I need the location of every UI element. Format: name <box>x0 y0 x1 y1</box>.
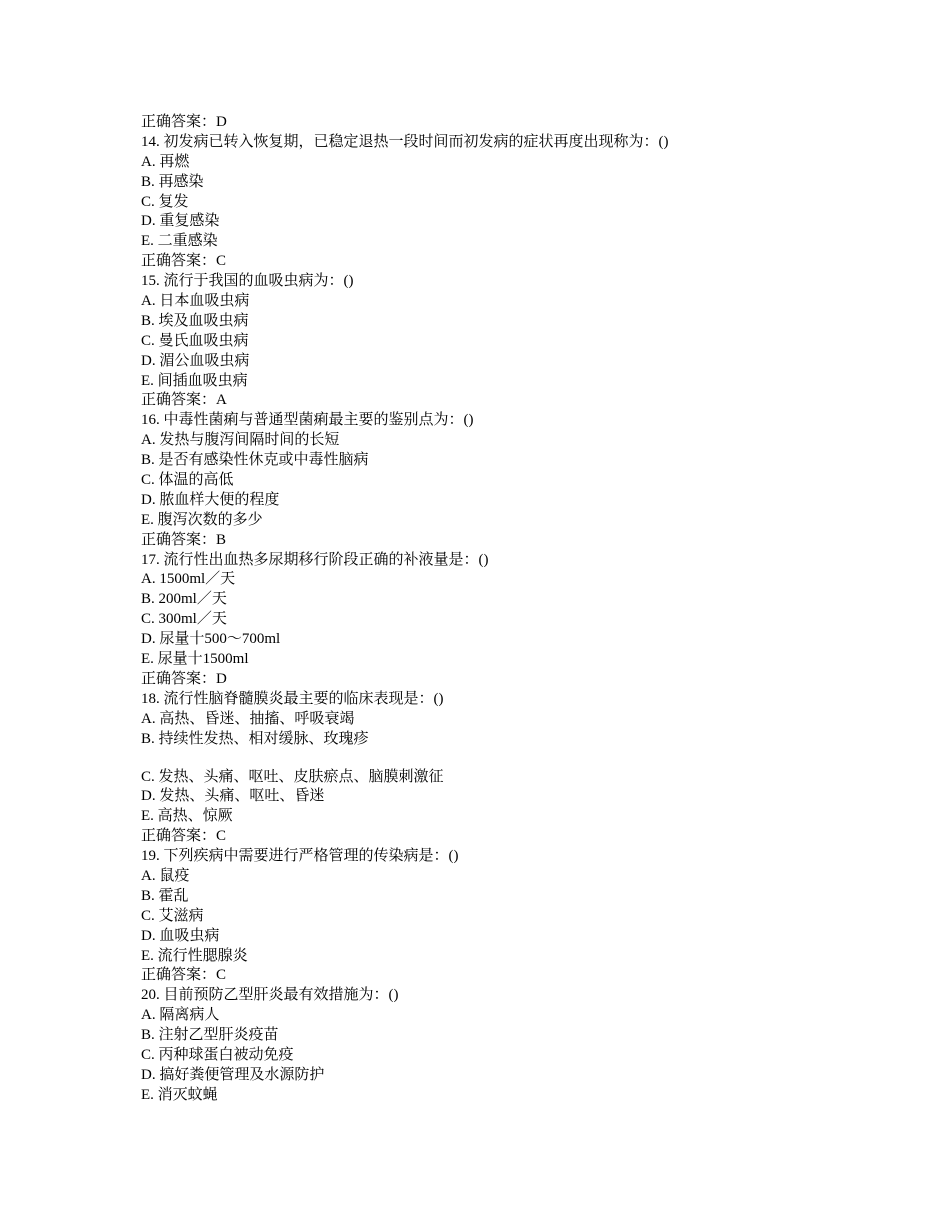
option-line: E. 高热、惊厥 <box>141 808 233 825</box>
option-line: E. 腹泻次数的多少 <box>141 511 263 528</box>
option-line: C. 艾滋病 <box>141 907 204 924</box>
question-line: 20. 目前预防乙型肝炎最有效措施为：() <box>141 987 399 1004</box>
blank-gap <box>141 750 861 768</box>
option-line: C. 体温的高低 <box>141 472 234 489</box>
option-line: B. 埃及血吸虫病 <box>141 312 249 329</box>
option-line: A. 高热、昏迷、抽搐、呼吸衰竭 <box>141 710 355 727</box>
option-line: A. 鼠疫 <box>141 867 190 884</box>
answer-line: 正确答案：B <box>141 531 227 548</box>
option-line: B. 200ml／天 <box>141 591 227 608</box>
option-line: C. 曼氏血吸虫病 <box>141 332 249 349</box>
answer-line: 正确答案：C <box>141 967 227 984</box>
option-line: D. 发热、头痛、呕吐、昏迷 <box>141 788 325 805</box>
option-line: E. 尿量十1500ml <box>141 651 249 668</box>
option-line: E. 流行性腮腺炎 <box>141 947 248 964</box>
option-line: D. 搞好粪便管理及水源防护 <box>141 1066 325 1083</box>
text-block-after-gap <box>141 768 861 1106</box>
option-line: A. 发热与腹泻间隔时间的长短 <box>141 432 340 449</box>
answer-line: 正确答案：D <box>141 114 227 130</box>
question-line: 16. 中毒性菌痢与普通型菌痢最主要的鉴别点为：() <box>141 412 474 429</box>
option-line: B. 霍乱 <box>141 887 189 904</box>
option-line: D. 脓血样大便的程度 <box>141 491 280 508</box>
option-line: E. 二重感染 <box>141 233 218 250</box>
document-page <box>141 113 861 1106</box>
option-line: A. 再燃 <box>141 153 190 170</box>
option-line: C. 300ml／天 <box>141 611 227 628</box>
answer-line: 正确答案：C <box>141 253 227 270</box>
question-line: 19. 下列疾病中需要进行严格管理的传染病是：() <box>141 848 459 865</box>
answer-line: 正确答案：A <box>141 392 227 409</box>
option-line: E. 间插血吸虫病 <box>141 372 248 389</box>
option-line: D. 湄公血吸虫病 <box>141 352 250 369</box>
answer-line: 正确答案：D <box>141 670 227 687</box>
option-line: B. 注射乙型肝炎疫苗 <box>141 1027 279 1044</box>
option-line: A. 日本血吸虫病 <box>141 293 250 310</box>
option-line: B. 再感染 <box>141 173 204 190</box>
option-line: C. 复发 <box>141 193 189 210</box>
option-line: D. 重复感染 <box>141 213 220 230</box>
option-line: D. 尿量十500～700ml <box>141 631 281 648</box>
question-line: 17. 流行性出血热多尿期移行阶段正确的补液量是：() <box>141 551 489 568</box>
option-line: A. 隔离病人 <box>141 1007 220 1024</box>
option-line: C. 发热、头痛、呕吐、皮肤瘀点、脑膜刺激征 <box>141 768 444 785</box>
option-line: B. 持续性发热、相对缓脉、玫瑰疹 <box>141 730 369 747</box>
question-line: 15. 流行于我国的血吸虫病为：() <box>141 273 354 290</box>
option-line: D. 血吸虫病 <box>141 927 220 944</box>
answer-line: 正确答案：C <box>141 828 227 845</box>
text-block-before-gap <box>141 113 861 750</box>
option-line: A. 1500ml／天 <box>141 571 236 588</box>
option-line: E. 消灭蚊蝇 <box>141 1086 218 1103</box>
option-line: B. 是否有感染性休克或中毒性脑病 <box>141 452 369 469</box>
question-line: 18. 流行性脑脊髓膜炎最主要的临床表现是：() <box>141 690 444 707</box>
option-line: C. 丙种球蛋白被动免疫 <box>141 1046 294 1063</box>
question-line: 14. 初发病已转入恢复期，已稳定退热一段时间而初发病的症状再度出现称为：() <box>141 133 669 150</box>
